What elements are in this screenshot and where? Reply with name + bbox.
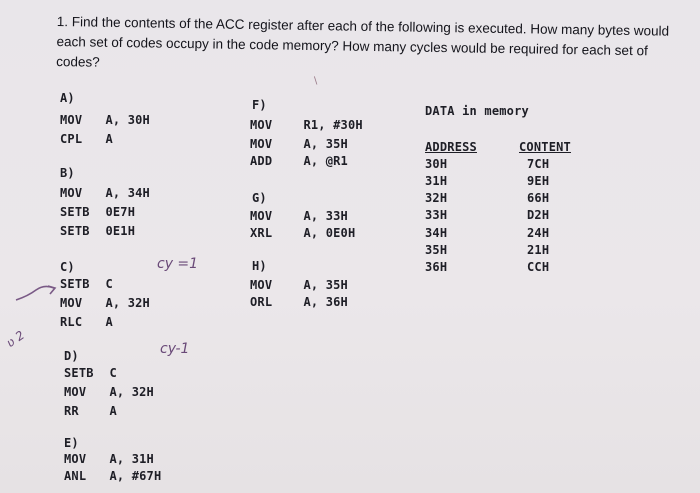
table-cell-content: CCH [527,260,550,274]
code-line: ORL A, 36H [250,295,348,309]
section-e-label: E) [64,436,79,450]
code-line: SETB C [60,277,113,291]
table-cell-address: 34H [425,226,448,240]
table-cell-content: 66H [527,191,550,205]
table-cell-address: 33H [425,208,448,222]
question-line-1: 1. Find the contents of the ACC register after each of the following is executed. How many bytes would [56,13,670,39]
section-h-label: H) [252,259,267,273]
code-line: MOV A, 31H [64,452,154,466]
code-line: MOV A, 35H [250,278,348,292]
section-a-label: A) [60,91,75,105]
handwritten-arrow-icon [14,284,58,306]
code-line: RR A [64,404,117,418]
section-d-label: D) [64,349,79,363]
code-line: SETB C [64,366,117,380]
memory-table-title: DATA in memory [425,104,529,118]
code-line: ADD A, @R1 [250,154,348,168]
question-line-3: codes? [56,53,100,70]
table-cell-content: 9EH [527,174,550,188]
column-header-content: CONTENT [519,140,571,154]
table-cell-address: 36H [425,260,448,274]
code-line: MOV A, 34H [60,186,150,200]
code-line: SETB 0E1H [60,224,136,238]
section-g-label: G) [252,191,267,205]
table-cell-address: 30H [425,157,448,171]
code-line: ANL A, #67H [64,469,162,483]
table-cell-content: 21H [527,243,550,257]
code-line: MOV A, 35H [250,137,348,151]
table-cell-content: 24H [527,226,550,240]
code-line: MOV A, 33H [250,209,348,223]
section-c-label: C) [60,260,75,274]
table-cell-address: 32H [425,191,448,205]
question-line-2: each set of codes occupy in the code memory? How many cycles would be required for each set of [56,33,648,59]
table-cell-address: 35H [425,243,448,257]
code-line: MOV A, 32H [60,296,150,310]
code-line: MOV A, 30H [60,113,150,127]
table-cell-content: D2H [527,208,550,222]
handwritten-note-d: cy-1 [160,341,190,357]
question-text [56,12,670,81]
section-b-label: B) [60,166,75,180]
table-cell-content: 7CH [527,157,550,171]
table-cell-address: 31H [425,174,448,188]
margin-note: ʋ 2 [3,327,27,351]
code-line: RLC A [60,315,113,329]
code-line: CPL A [60,132,113,146]
code-line: MOV A, 32H [64,385,154,399]
handwritten-note-c: cy =1 [157,256,199,272]
section-f-label: F) [252,98,267,112]
pen-mark: ∖ [312,76,319,87]
code-line: SETB 0E7H [60,205,136,219]
code-line: XRL A, 0E0H [250,226,356,240]
code-line: MOV R1, #30H [250,118,363,132]
column-header-address: ADDRESS [425,140,477,154]
